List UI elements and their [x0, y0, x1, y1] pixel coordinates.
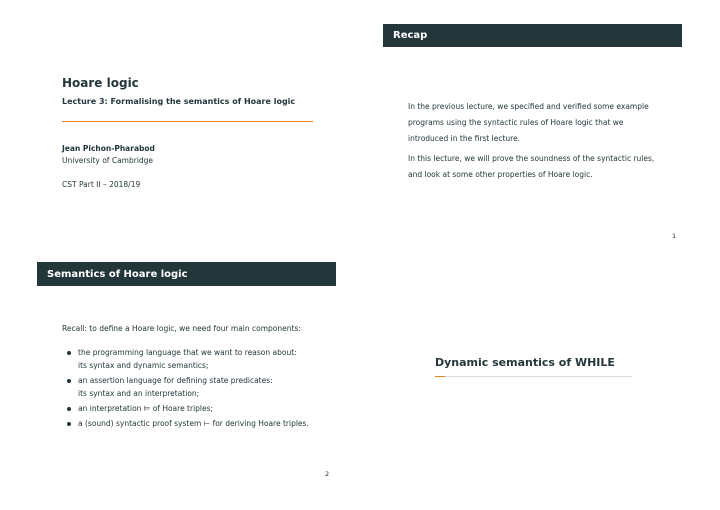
list-item [62, 417, 352, 430]
semantics-frame-title: Semantics of Hoare logic [37, 262, 336, 286]
title-divider [62, 121, 313, 122]
recap-paragraph-1 [408, 99, 649, 147]
intro-text: Recall: to define a Hoare logic, we need four main components: [62, 324, 301, 333]
title-slide [0, 0, 345, 250]
text-line: In the previous lecture, we specified and verified some example [408, 102, 649, 111]
section-progress-bar [435, 376, 445, 377]
recap-frame-title: Recap [383, 24, 682, 47]
recap-paragraph-2 [408, 151, 654, 183]
item-line: its syntax and an interpretation; [78, 389, 200, 398]
page-number: 1 [672, 232, 677, 240]
item-line: an assertion language for defining state predicates: [78, 376, 273, 385]
page-number: 2 [325, 470, 330, 478]
list-item [62, 346, 352, 372]
section-slide [383, 262, 683, 492]
item-line: its syntax and dynamic semantics; [78, 361, 209, 370]
institute: University of Cambridge [62, 156, 154, 165]
text-line: programs using the syntactic rules of Hoare logic that we [408, 118, 624, 127]
item-line: an interpretation ⊨ of Hoare triples; [78, 404, 214, 413]
section-divider-track [435, 376, 632, 377]
component-list [62, 346, 352, 432]
course-date: CST Part II – 2018/19 [62, 180, 141, 189]
lecture-title: Hoare logic [62, 76, 139, 90]
item-line: a (sound) syntactic proof system ⊢ for deriving Hoare triples. [78, 419, 309, 428]
text-line: In this lecture, we will prove the soundness of the syntactic rules, [408, 154, 655, 163]
author-name: Jean Pichon-Pharabod [62, 144, 155, 153]
lecture-subtitle: Lecture 3: Formalising the semantics of Hoare logic [62, 97, 296, 106]
item-line: the programming language that we want to reason about: [78, 348, 297, 357]
text-line: and look at some other properties of Hoare logic. [408, 170, 593, 179]
recap-slide [383, 0, 683, 250]
semantics-slide [37, 262, 337, 492]
list-item [62, 374, 352, 400]
section-title: Dynamic semantics of WHILE [435, 356, 615, 369]
text-line: introduced in the first lecture. [408, 134, 521, 143]
list-item [62, 402, 352, 415]
